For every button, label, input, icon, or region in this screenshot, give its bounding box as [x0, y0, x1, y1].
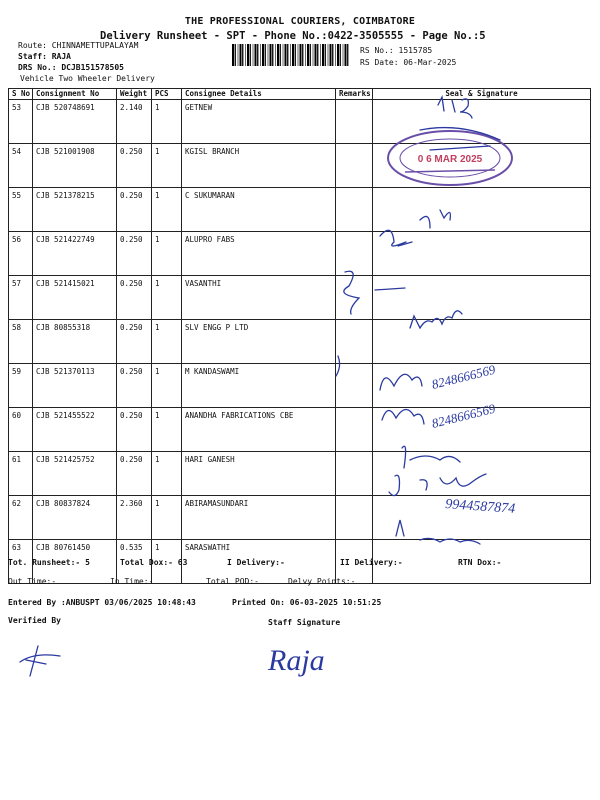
cell-seal — [373, 188, 591, 232]
cell-weight: 0.250 — [117, 144, 152, 188]
barcode-bar — [322, 44, 324, 66]
barcode-bar — [330, 44, 332, 66]
barcode-bar — [272, 44, 273, 66]
barcode-bar — [313, 44, 314, 66]
cell-sno: 58 — [9, 320, 33, 364]
barcode-bar — [283, 44, 284, 66]
cell-seal — [373, 452, 591, 496]
cell-sno: 55 — [9, 188, 33, 232]
cell-weight: 0.250 — [117, 188, 152, 232]
cell-seal — [373, 232, 591, 276]
barcode-bar — [307, 44, 309, 66]
rs-no: RS No.: 1515785 — [360, 46, 433, 55]
barcode — [232, 44, 350, 66]
barcode-bar — [332, 44, 333, 66]
cell-pcs: 1 — [152, 452, 182, 496]
verified-signature — [20, 646, 60, 676]
barcode-bar — [265, 44, 266, 66]
cell-sno: 57 — [9, 276, 33, 320]
cell-consignee: ABIRAMASUNDARI — [182, 496, 336, 540]
cell-pcs: 1 — [152, 188, 182, 232]
cell-weight: 0.250 — [117, 452, 152, 496]
cell-weight: 0.250 — [117, 364, 152, 408]
barcode-bar — [335, 44, 336, 66]
barcode-bar — [328, 44, 329, 66]
table-row — [9, 276, 591, 320]
barcode-bar — [292, 44, 294, 66]
cell-consignee: HARI GANESH — [182, 452, 336, 496]
cell-cons: CJB 521378215 — [33, 188, 117, 232]
cell-remarks — [336, 144, 373, 188]
phone-note-59: 8248666569 — [430, 361, 497, 392]
barcode-bar — [238, 44, 239, 66]
barcode-bar — [300, 44, 302, 66]
cell-consignee: SLV ENGG P LTD — [182, 320, 336, 364]
barcode-bar — [255, 44, 257, 66]
barcode-bar — [270, 44, 272, 66]
barcode-bar — [245, 44, 246, 66]
stamp-date: 0 6 MAR 2025 — [417, 154, 483, 165]
cell-pcs: 1 — [152, 496, 182, 540]
barcode-bar — [232, 44, 234, 66]
cell-pcs: 1 — [152, 540, 182, 584]
cell-weight: 0.250 — [117, 320, 152, 364]
cell-consignee: ANANDHA FABRICATIONS CBE — [182, 408, 336, 452]
cell-sno: 53 — [9, 100, 33, 144]
cell-remarks — [336, 320, 373, 364]
cell-cons: CJB 521455522 — [33, 408, 117, 452]
cell-sno: 60 — [9, 408, 33, 452]
cell-consignee: VASANTHI — [182, 276, 336, 320]
table-row — [9, 408, 591, 452]
cell-pcs: 1 — [152, 276, 182, 320]
verified-by: Verified By — [8, 616, 61, 625]
delvy-points: Delvy Points:- — [288, 577, 356, 586]
cell-cons: CJB 521425752 — [33, 452, 117, 496]
barcode-bar — [287, 44, 288, 66]
col-consignee: Consignee Details — [182, 89, 336, 100]
cell-sno: 54 — [9, 144, 33, 188]
col-remarks: Remarks — [336, 89, 373, 100]
printed-on: Printed On: 06-03-2025 10:51:25 — [232, 598, 382, 607]
delivery-stamp — [385, 128, 515, 188]
total-pod: Total POD:- — [206, 577, 259, 586]
barcode-bar — [253, 44, 254, 66]
barcode-bar — [290, 44, 291, 66]
rs-date: RS Date: 06-Mar-2025 — [360, 58, 457, 67]
cell-remarks — [336, 408, 373, 452]
entered-by: Entered By :ANBUSPT 03/06/2025 10:48:43 — [8, 598, 196, 607]
cell-consignee: GETNEW — [182, 100, 336, 144]
barcode-bar — [340, 44, 341, 66]
cell-seal — [373, 276, 591, 320]
barcode-bar — [310, 44, 311, 66]
cell-sno: 63 — [9, 540, 33, 584]
cell-consignee: KGISL BRANCH — [182, 144, 336, 188]
table-row — [9, 320, 591, 364]
cell-consignee: C SUKUMARAN — [182, 188, 336, 232]
col-pcs: PCS — [152, 89, 182, 100]
cell-remarks — [336, 276, 373, 320]
vehicle-label: Vehicle Two Wheeler Delivery — [20, 74, 155, 83]
phone-note-60: 8248666569 — [430, 400, 497, 431]
barcode-bar — [345, 44, 347, 66]
barcode-bar — [325, 44, 326, 66]
company-title: THE PROFESSIONAL COURIERS, COIMBATORE — [184, 16, 416, 27]
table-row — [9, 232, 591, 276]
phone-note-62: 9944587874 — [444, 497, 516, 517]
cell-seal — [373, 361, 591, 408]
barcode-bar — [262, 44, 264, 66]
cell-cons: CJB 521415021 — [33, 276, 117, 320]
cell-pcs: 1 — [152, 232, 182, 276]
total-dox: Total Dox:- 63 — [120, 558, 188, 567]
col-weight: Weight — [117, 89, 152, 100]
cell-cons: CJB 521001908 — [33, 144, 117, 188]
cell-weight: 0.535 — [117, 540, 152, 584]
cell-sno: 56 — [9, 232, 33, 276]
rtn-dox: RTN Dox:- — [458, 558, 502, 567]
cell-cons: CJB 521422749 — [33, 232, 117, 276]
cell-cons: CJB 80761450 — [33, 540, 117, 584]
table-row — [9, 364, 591, 408]
cell-cons: CJB 520748691 — [33, 100, 117, 144]
cell-sno: 59 — [9, 364, 33, 408]
barcode-bar — [285, 44, 287, 66]
cell-pcs: 1 — [152, 100, 182, 144]
cell-seal — [373, 408, 591, 452]
cell-remarks — [336, 452, 373, 496]
barcode-bar — [347, 44, 348, 66]
cell-remarks — [336, 496, 373, 540]
cell-pcs: 1 — [152, 364, 182, 408]
barcode-bar — [320, 44, 321, 66]
barcode-bar — [268, 44, 269, 66]
barcode-bar — [275, 44, 276, 66]
barcode-bar — [277, 44, 279, 66]
out-time: Out Time:- — [8, 577, 57, 586]
col-sno: S No — [9, 89, 33, 100]
barcode-bar — [240, 44, 242, 66]
cell-weight: 0.250 — [117, 408, 152, 452]
cell-sno: 62 — [9, 496, 33, 540]
barcode-bar — [235, 44, 236, 66]
in-time: In Time:- — [110, 577, 154, 586]
barcode-bar — [302, 44, 303, 66]
cell-weight: 2.140 — [117, 100, 152, 144]
cell-remarks — [336, 232, 373, 276]
barcode-bar — [337, 44, 339, 66]
cell-seal — [373, 320, 591, 364]
route-label: Route: CHINNAMETTUPALAYAM — [18, 41, 139, 50]
cell-cons: CJB 521370113 — [33, 364, 117, 408]
cell-consignee: ALUPRO FABS — [182, 232, 336, 276]
barcode-bar — [317, 44, 318, 66]
barcode-bar — [247, 44, 249, 66]
barcode-bar — [295, 44, 296, 66]
cell-cons: CJB 80837824 — [33, 496, 117, 540]
cell-sno: 61 — [9, 452, 33, 496]
barcode-bar — [260, 44, 261, 66]
cell-remarks — [336, 188, 373, 232]
i-delivery: I Delivery:- — [227, 558, 285, 567]
staff-label: Staff: RAJA — [18, 52, 71, 61]
table-row — [9, 496, 591, 540]
cell-pcs: 1 — [152, 320, 182, 364]
cell-remarks — [336, 100, 373, 144]
barcode-bar — [298, 44, 299, 66]
cell-consignee: M KANDASWAMI — [182, 364, 336, 408]
barcode-bar — [242, 44, 243, 66]
barcode-bar — [280, 44, 281, 66]
barcode-bar — [315, 44, 317, 66]
drs-label: DRS No.: DCJB151578505 — [18, 63, 124, 72]
table-header-row — [9, 89, 591, 100]
barcode-bar — [250, 44, 251, 66]
cell-weight: 2.360 — [117, 496, 152, 540]
cell-weight: 0.250 — [117, 232, 152, 276]
cell-consignee: SARASWATHI — [182, 540, 336, 584]
cell-seal — [373, 496, 591, 540]
cell-remarks — [336, 364, 373, 408]
table-row — [9, 188, 591, 232]
table-row — [9, 452, 591, 496]
barcode-bar — [257, 44, 258, 66]
ii-delivery: II Delivery:- — [340, 558, 403, 567]
barcode-bar — [343, 44, 344, 66]
cell-cons: CJB 80855318 — [33, 320, 117, 364]
staff-signature-label: Staff Signature — [268, 618, 341, 627]
barcode-bar — [305, 44, 306, 66]
cell-weight: 0.250 — [117, 276, 152, 320]
staff-signature-text: Raja — [268, 644, 325, 677]
col-consignment: Consignment No — [33, 89, 117, 100]
cell-pcs: 1 — [152, 144, 182, 188]
runsheet-title: Delivery Runsheet - SPT - Phone No.:0422-3505555 - Page No.:5 — [100, 30, 486, 42]
col-seal-signature: Seal & Signature — [373, 89, 591, 100]
cell-pcs: 1 — [152, 408, 182, 452]
tot-runsheet: Tot. Runsheet:- 5 — [8, 558, 90, 567]
